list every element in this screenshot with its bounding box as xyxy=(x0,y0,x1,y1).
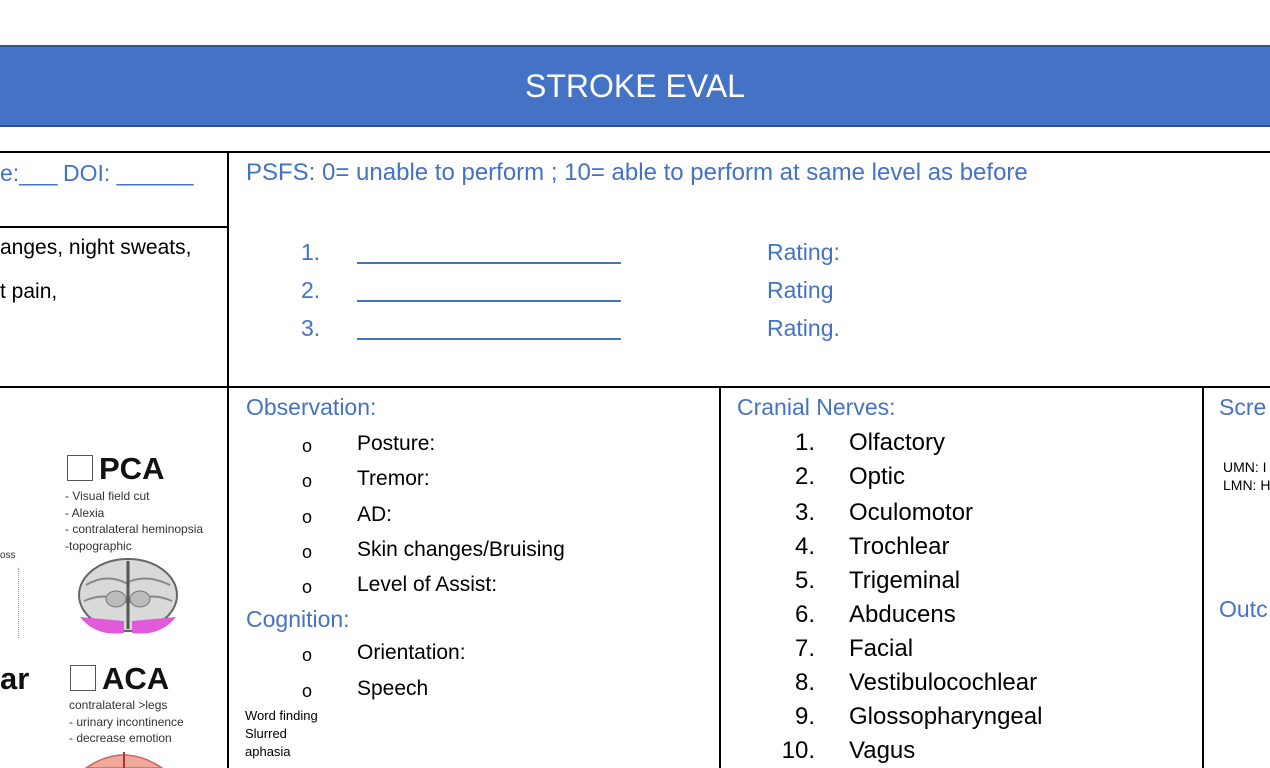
psfs-num-2: 2. xyxy=(301,277,321,303)
symptoms-line-1: anges, night sweats, xyxy=(0,236,192,259)
age-fragment: e:___ xyxy=(0,160,58,186)
cn-num-5: 5. xyxy=(794,567,815,594)
lmn-label: LMN: H xyxy=(1223,477,1270,493)
age-field-label xyxy=(0,160,58,187)
cn-name-10: Vagus xyxy=(849,737,916,764)
psfs-blank-2[interactable] xyxy=(357,300,621,302)
doi-label: DOI: ______ xyxy=(63,160,194,186)
psfs-title: PSFS: 0= unable to perform ; 10= able to perform at same level as before xyxy=(246,159,1028,186)
fragment-text: oss xyxy=(0,550,16,561)
cn-num-1: 1. xyxy=(794,429,815,456)
observation-tremor[interactable]: Tremor: xyxy=(357,467,430,490)
cn-name-4: Trochlear xyxy=(849,533,950,560)
cn-num-9: 9. xyxy=(794,703,815,730)
row-divider-top xyxy=(0,151,1270,153)
bullet-speech: o xyxy=(302,681,313,701)
column-divider-2 xyxy=(719,386,721,768)
cn-name-9: Glossopharyngeal xyxy=(849,703,1043,730)
outcome-heading: Outc xyxy=(1219,596,1268,622)
cranial-nerves-heading: Cranial Nerves: xyxy=(737,394,896,420)
cognition-orientation[interactable]: Orientation: xyxy=(357,641,466,664)
cn-name-8: Vestibulocochlear xyxy=(849,669,1038,696)
psfs-blank-1[interactable] xyxy=(357,262,621,264)
observation-skin[interactable]: Skin changes/Bruising xyxy=(357,538,565,561)
speech-note: Slurred xyxy=(245,726,287,741)
observation-ad[interactable]: AD: xyxy=(357,503,393,526)
speech-note: Word finding xyxy=(245,708,318,723)
symptoms-line-2: t pain, xyxy=(0,280,58,303)
psfs-blank-3[interactable] xyxy=(357,338,621,340)
cn-num-3: 3. xyxy=(794,499,815,526)
pca-item: - Alexia xyxy=(65,505,105,520)
page-title: STROKE EVAL xyxy=(525,67,745,104)
aca-list xyxy=(69,697,184,747)
observation-heading: Observation: xyxy=(246,394,377,420)
umn-label: UMN: I xyxy=(1223,459,1267,475)
psfs-num-3: 3. xyxy=(301,315,321,341)
psfs-num-1: 1. xyxy=(301,239,321,265)
fragment-title: ar xyxy=(0,661,30,696)
bullet-ad: o xyxy=(302,507,313,527)
doi-field-label[interactable] xyxy=(63,160,193,187)
aca-title: ACA xyxy=(102,661,170,696)
aca-item: contralateral >legs xyxy=(69,698,168,712)
observation-posture[interactable]: Posture: xyxy=(357,432,436,455)
cn-name-3: Oculomotor xyxy=(849,499,974,526)
cn-num-4: 4. xyxy=(794,533,815,560)
screening-heading: Scre xyxy=(1219,394,1267,420)
row-divider-middle xyxy=(0,386,1270,388)
cn-num-6: 6. xyxy=(794,601,815,628)
dotted-fragment xyxy=(0,568,19,638)
pca-checkbox[interactable] xyxy=(67,455,93,481)
aca-checkbox[interactable] xyxy=(70,665,96,691)
column-divider-1 xyxy=(227,151,229,768)
umn-lmn-block xyxy=(1223,458,1270,494)
speech-note: aphasia xyxy=(245,744,291,759)
cn-name-1: Olfactory xyxy=(849,429,946,456)
cn-num-2: 2. xyxy=(794,463,815,490)
cn-name-7: Facial xyxy=(849,635,914,662)
cn-name-2: Optic xyxy=(849,463,906,490)
psfs-rating-1: Rating: xyxy=(767,239,840,265)
psfs-rating-2: Rating xyxy=(767,277,834,303)
cognition-speech[interactable]: Speech xyxy=(357,677,429,700)
bullet-skin: o xyxy=(302,542,313,562)
bullet-tremor: o xyxy=(302,471,313,491)
pca-item: - Visual field cut xyxy=(65,489,150,503)
pca-brain-icon xyxy=(76,555,180,641)
cn-num-7: 7. xyxy=(794,635,815,662)
pca-title: PCA xyxy=(99,451,165,486)
psfs-rating-3: Rating. xyxy=(767,315,840,341)
observation-assist[interactable]: Level of Assist: xyxy=(357,573,498,596)
cn-name-5: Trigeminal xyxy=(849,567,961,594)
pca-item: -topographic xyxy=(65,538,132,553)
aca-item: - urinary incontinence xyxy=(69,714,184,729)
bullet-assist: o xyxy=(302,577,313,597)
pca-item: - contralateral heminopsia xyxy=(65,522,204,536)
cognition-heading: Cognition: xyxy=(246,606,350,632)
speech-notes xyxy=(245,707,318,761)
left-header-divider xyxy=(0,226,228,228)
cn-num-10: 10. xyxy=(781,737,815,764)
aca-item: - decrease emotion xyxy=(69,731,172,745)
cn-num-8: 8. xyxy=(794,669,815,696)
bullet-orientation: o xyxy=(302,645,313,665)
bullet-posture: o xyxy=(302,436,313,456)
cn-name-6: Abducens xyxy=(849,601,956,628)
aca-brain-icon xyxy=(84,748,164,768)
title-banner xyxy=(0,45,1270,127)
pca-list xyxy=(65,488,203,554)
column-divider-3 xyxy=(1202,386,1204,768)
